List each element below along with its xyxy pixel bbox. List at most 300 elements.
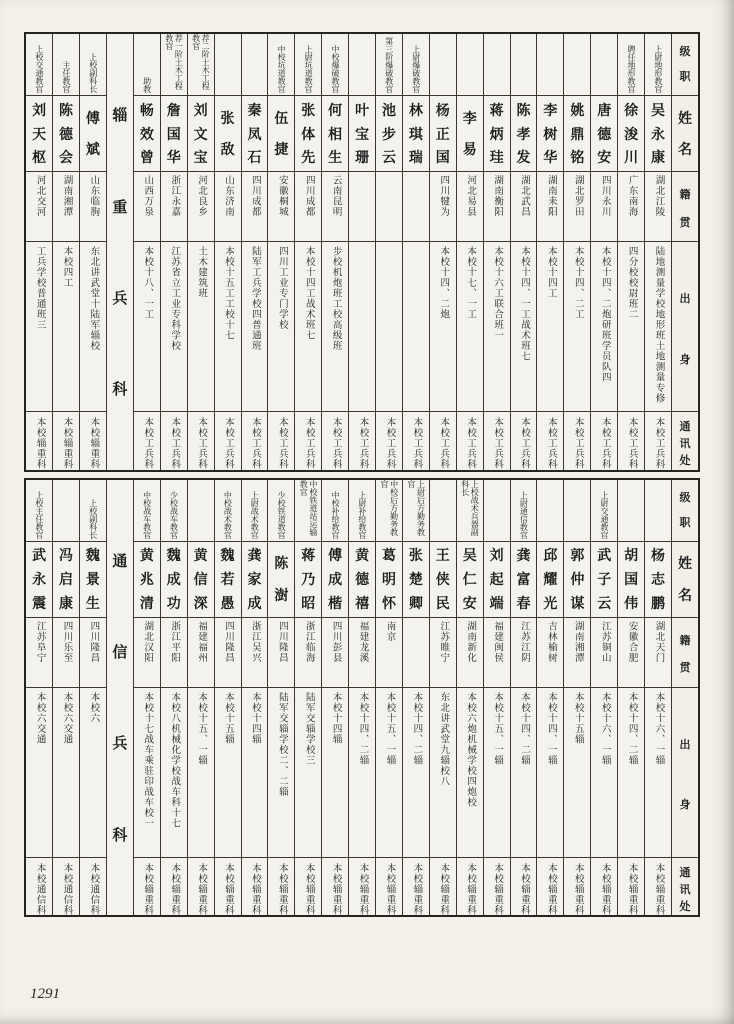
cell-name — [161, 96, 187, 172]
cell-text-native: 江苏阜宁 — [34, 620, 45, 663]
cell-text-address: 本校通信科 — [88, 862, 99, 915]
cell-text-address: 本校工兵科 — [249, 417, 260, 470]
row-label-text: 级 职 — [679, 491, 691, 529]
cell-text-rank: 上校副科长 — [88, 498, 98, 539]
cell-native — [376, 172, 402, 242]
row-label-text: 籍 贯 — [679, 634, 691, 675]
cell-native — [295, 618, 321, 688]
cell-text-rank: 上尉后方勤务教官 — [406, 479, 426, 536]
cell-text-native: 四川永川 — [599, 175, 610, 217]
cell-text-address: 本校工兵科 — [626, 417, 637, 470]
cell-text-address: 本校工兵科 — [276, 417, 287, 470]
cell-origin — [349, 242, 375, 412]
cell-text-rank: 上尉补给教官 — [357, 490, 367, 539]
row-label-column — [671, 480, 698, 916]
cell-text-origin: 江苏省立工业专科学校 — [169, 246, 180, 351]
cell-text-address: 本校辎重科 — [223, 862, 233, 915]
cell-text-origin: 本校十六、一辎 — [653, 691, 664, 765]
cell-native — [403, 618, 429, 688]
cell-rank — [645, 34, 671, 96]
cell-rank — [80, 480, 106, 542]
cell-address — [564, 858, 590, 916]
cell-native — [484, 618, 510, 688]
cell-text-rank: 上校主任教官 — [34, 490, 44, 539]
cell-text-origin: 陆军交辎学校三 — [303, 691, 314, 765]
cell-text-address: 本校辎重科 — [303, 862, 314, 915]
cell-text-rank: 中校战术教官 — [223, 490, 233, 539]
cell-rank — [295, 480, 321, 542]
cell-rank — [188, 34, 214, 96]
cell-text-address: 本校工兵科 — [303, 417, 314, 470]
cell-origin — [161, 688, 187, 858]
person-name: 刘 文 宝 — [193, 103, 208, 167]
cell-text-address: 本校辎重科 — [61, 417, 72, 470]
cell-text-address: 本校辎重科 — [34, 417, 45, 470]
cell-rank — [457, 480, 483, 542]
cell-text-rank: 上校战术兵器副科长 — [460, 479, 480, 536]
cell-address — [161, 412, 187, 470]
cell-address — [618, 858, 644, 916]
cell-text-native: 福建闽侯 — [492, 620, 503, 663]
cell-text-origin: 本校十四辎 — [249, 691, 260, 744]
cell-rank — [564, 34, 590, 96]
cell-rank — [134, 480, 160, 542]
cell-text-rank: 上校交通教官 — [34, 45, 44, 93]
cell-text-native: 河北良乡 — [196, 175, 207, 217]
cell-text-native: 安徽桐城 — [276, 175, 287, 217]
cell-rank — [645, 480, 671, 542]
person-column — [375, 480, 402, 916]
person-name: 邱 耀 光 — [543, 549, 558, 612]
roster-table-bottom — [24, 478, 700, 918]
cell-name — [242, 542, 268, 618]
cell-text-address: 本校辎重科 — [88, 417, 99, 470]
cell-text-native: 湖南湘潭 — [572, 620, 583, 663]
cell-text-rank: 上校副科长 — [88, 53, 98, 93]
cell-text-native: 湖北武昌 — [518, 175, 529, 217]
cell-address — [53, 412, 79, 470]
row-label-text: 通 讯 处 — [679, 421, 691, 468]
cell-text-rank: 少校战车教官 — [169, 490, 179, 539]
cell-name — [591, 542, 617, 618]
cell-rank — [268, 480, 294, 542]
cell-text-origin: 本校十五辎 — [223, 691, 233, 744]
cell-address — [242, 858, 268, 916]
cell-name — [322, 542, 348, 618]
cell-name — [215, 96, 241, 172]
person-name: 黄 兆 清 — [139, 549, 154, 612]
cell-rank — [511, 480, 537, 542]
cell-text-origin: 本校六交通 — [61, 691, 72, 744]
person-name: 刘 起 端 — [489, 549, 504, 612]
cell-text-address: 本校工兵科 — [384, 417, 395, 470]
cell-native — [645, 172, 671, 242]
cell-origin — [484, 242, 510, 412]
cell-text-native: 四川隆昌 — [276, 620, 287, 663]
person-name: 魏 若 愚 — [220, 549, 235, 612]
cell-native — [537, 172, 563, 242]
cell-text-rank: 上尉爆破教官 — [411, 45, 421, 93]
cell-text-native: 福建福州 — [196, 620, 207, 663]
cell-text-rank: 上尉战术教官 — [250, 490, 260, 539]
person-name: 郭 仲 谋 — [570, 549, 585, 612]
cell-address — [188, 412, 214, 470]
person-name: 叶 宝 珊 — [355, 103, 370, 167]
cell-name — [564, 542, 590, 618]
cell-origin — [26, 242, 52, 412]
cell-rank — [134, 34, 160, 96]
cell-text-origin: 四川工业专门学校 — [276, 246, 287, 330]
cell-text-origin: 本校十四、一辎 — [545, 691, 556, 765]
row-label-text: 出 身 — [679, 293, 691, 366]
person-name: 李 树 华 — [543, 103, 558, 167]
cell-name — [645, 542, 671, 618]
cell-rank — [80, 34, 106, 96]
cell-address — [80, 858, 106, 916]
cell-text-native: 四川彭县 — [330, 620, 341, 663]
cell-address — [161, 858, 187, 916]
cell-rank — [295, 34, 321, 96]
person-name: 魏 成 功 — [166, 549, 181, 612]
cell-address — [322, 858, 348, 916]
person-column — [456, 480, 483, 916]
person-name: 武 永 震 — [32, 549, 47, 612]
row-label-native — [672, 618, 698, 688]
cell-origin — [26, 688, 52, 858]
cell-address — [268, 858, 294, 916]
person-column — [267, 480, 294, 916]
cell-origin — [134, 688, 160, 858]
person-name: 杨 正 国 — [435, 103, 450, 167]
cell-text-native: 江苏睢宁 — [438, 620, 449, 663]
cell-origin — [457, 688, 483, 858]
person-column — [321, 34, 348, 470]
cell-text-origin: 东北讲武堂九辎校八 — [438, 691, 449, 786]
cell-text-rank: 中校补给教官 — [330, 490, 340, 539]
cell-origin — [430, 688, 456, 858]
cell-origin — [564, 242, 590, 412]
cell-origin — [564, 688, 590, 858]
cell-native — [53, 172, 79, 242]
cell-text-native: 山东济南 — [223, 175, 233, 217]
person-column — [402, 34, 429, 470]
person-name: 王 侠 民 — [435, 549, 450, 612]
cell-text-origin: 本校八机械化学校战车科十七 — [169, 691, 180, 828]
cell-origin — [161, 242, 187, 412]
cell-text-address: 本校工兵科 — [411, 417, 422, 470]
person-column — [52, 480, 79, 916]
cell-address — [134, 858, 160, 916]
cell-rank — [376, 34, 402, 96]
person-name: 武 子 云 — [597, 549, 612, 612]
cell-origin — [242, 242, 268, 412]
person-column — [214, 480, 241, 916]
cell-origin — [295, 688, 321, 858]
cell-text-address: 本校工兵科 — [438, 417, 449, 470]
cell-native — [591, 618, 617, 688]
cell-text-rank: 中校爆破教官 — [330, 45, 340, 93]
cell-origin — [268, 242, 294, 412]
cell-name — [161, 542, 187, 618]
person-column — [483, 480, 510, 916]
cell-origin — [53, 688, 79, 858]
cell-address — [484, 858, 510, 916]
cell-text-origin: 本校十四工 — [545, 246, 556, 299]
cell-text-native: 安徽合肥 — [626, 620, 637, 663]
cell-native — [242, 172, 268, 242]
cell-name — [430, 542, 456, 618]
cell-origin — [537, 688, 563, 858]
cell-origin — [618, 242, 644, 412]
row-label-address — [672, 412, 698, 470]
cell-name — [457, 96, 483, 172]
cell-name — [537, 96, 563, 172]
person-name: 唐 德 安 — [597, 103, 612, 167]
cell-rank — [591, 34, 617, 96]
cell-address — [134, 412, 160, 470]
cell-text-native: 湖北江陵 — [653, 175, 664, 217]
cell-text-native: 河北易县 — [465, 175, 476, 217]
row-label-origin — [672, 688, 698, 858]
cell-text-address: 本校工兵科 — [653, 417, 664, 470]
cell-native — [322, 618, 348, 688]
cell-address — [295, 412, 321, 470]
cell-origin — [188, 688, 214, 858]
cell-rank — [215, 34, 241, 96]
cell-native — [161, 172, 187, 242]
cell-native — [295, 172, 321, 242]
cell-rank — [161, 34, 187, 96]
person-column — [133, 480, 160, 916]
cell-native — [484, 172, 510, 242]
cell-name — [618, 96, 644, 172]
cell-text-origin: 本校十六、一辎 — [599, 691, 610, 765]
cell-rank — [53, 34, 79, 96]
cell-text-native: 湖北罗田 — [572, 175, 583, 217]
cell-rank — [591, 480, 617, 542]
cell-text-native: 江苏铜山 — [599, 620, 610, 663]
person-column — [160, 480, 187, 916]
cell-origin — [645, 688, 671, 858]
person-name: 何 相 生 — [328, 103, 343, 167]
cell-origin — [268, 688, 294, 858]
cell-rank — [403, 34, 429, 96]
cell-rank — [242, 480, 268, 542]
cell-rank — [618, 34, 644, 96]
cell-text-native: 山西万泉 — [142, 175, 153, 217]
cell-native — [53, 618, 79, 688]
cell-name — [188, 96, 214, 172]
cell-native — [591, 172, 617, 242]
cell-address — [591, 412, 617, 470]
cell-text-native: 湖南湘潭 — [61, 175, 72, 217]
cell-address — [53, 858, 79, 916]
cell-address — [349, 412, 375, 470]
cell-text-address: 本校工兵科 — [572, 417, 583, 470]
person-column — [563, 34, 590, 470]
person-name: 傅 成 楷 — [328, 549, 343, 612]
cell-native — [134, 618, 160, 688]
cell-origin — [591, 688, 617, 858]
person-column — [160, 34, 187, 470]
person-column — [536, 34, 563, 470]
person-column — [510, 480, 537, 916]
cell-text-address: 本校工兵科 — [196, 417, 207, 470]
cell-text-rank: 少校铁道教官 — [277, 490, 287, 539]
cell-text-rank: 上尉通信教官 — [519, 490, 529, 539]
cell-native — [80, 618, 106, 688]
cell-rank — [537, 480, 563, 542]
cell-text-address: 本校工兵科 — [492, 417, 503, 470]
cell-rank — [484, 34, 510, 96]
section-band-label: 辎 重 兵 科 — [112, 108, 128, 399]
cell-text-origin: 步校机炮班工校高级班 — [330, 246, 341, 351]
cell-native — [268, 172, 294, 242]
person-name: 张 敌 — [220, 111, 235, 159]
cell-native — [268, 618, 294, 688]
person-column — [187, 34, 214, 470]
cell-native — [215, 172, 241, 242]
cell-name — [134, 542, 160, 618]
cell-text-address: 本校辎重科 — [276, 862, 287, 915]
person-column — [429, 480, 456, 916]
person-column — [267, 34, 294, 470]
row-label-text: 姓 名 — [678, 111, 692, 159]
cell-text-origin: 土木建筑班 — [196, 246, 207, 299]
cell-name — [645, 96, 671, 172]
cell-native — [161, 618, 187, 688]
person-column — [536, 480, 563, 916]
person-name: 陈 澍 — [274, 557, 289, 604]
cell-text-address: 本校辎重科 — [626, 862, 637, 915]
cell-text-native: 河北交河 — [34, 175, 45, 217]
cell-text-origin: 本校十四工战术班七 — [303, 246, 314, 341]
cell-text-rank: 第三阶爆破教官 — [384, 37, 394, 93]
cell-address — [403, 412, 429, 470]
person-column — [483, 34, 510, 470]
cell-address — [403, 858, 429, 916]
cell-origin — [215, 242, 241, 412]
person-column — [321, 480, 348, 916]
cell-text-origin: 本校十八、一工 — [142, 246, 153, 320]
cell-origin — [322, 242, 348, 412]
person-name: 杨 志 鹏 — [651, 549, 666, 612]
cell-address — [80, 412, 106, 470]
person-name: 陈 孝 发 — [516, 103, 531, 167]
cell-rank — [484, 480, 510, 542]
person-name: 刘 天 枢 — [32, 103, 47, 167]
cell-rank — [511, 34, 537, 96]
person-name: 陈 德 会 — [59, 103, 74, 167]
cell-text-origin: 本校十四、二辎 — [518, 691, 529, 765]
cell-origin — [134, 242, 160, 412]
cell-native — [403, 172, 429, 242]
cell-rank — [403, 480, 429, 542]
cell-origin — [295, 242, 321, 412]
cell-rank — [215, 480, 241, 542]
cell-name — [268, 542, 294, 618]
cell-native — [322, 172, 348, 242]
cell-address — [215, 858, 241, 916]
cell-rank — [53, 480, 79, 542]
cell-text-native: 福建龙溪 — [357, 620, 368, 663]
person-name: 傅 斌 — [85, 111, 100, 159]
person-name: 林 琪 瑞 — [408, 103, 423, 167]
cell-address — [457, 412, 483, 470]
cell-text-origin: 本校十四、二辎 — [626, 691, 637, 765]
person-column — [26, 34, 52, 470]
roster-table-top — [24, 32, 700, 472]
cell-native — [511, 618, 537, 688]
cell-name — [403, 542, 429, 618]
cell-name — [188, 542, 214, 618]
cell-text-native: 浙江临海 — [303, 620, 314, 663]
row-label-name — [672, 96, 698, 172]
cell-rank — [430, 34, 456, 96]
cell-text-native: 云南昆明 — [330, 175, 341, 217]
cell-origin — [457, 242, 483, 412]
cell-rank — [349, 34, 375, 96]
cell-address — [564, 412, 590, 470]
person-column — [52, 34, 79, 470]
cell-native — [188, 172, 214, 242]
cell-native — [564, 618, 590, 688]
cell-text-origin: 本校十四、二炮研班学员队四 — [599, 246, 610, 383]
cell-native — [537, 618, 563, 688]
person-column — [510, 34, 537, 470]
person-column — [241, 480, 268, 916]
cell-text-native: 南京 — [384, 620, 395, 642]
cell-name — [537, 542, 563, 618]
cell-address — [511, 858, 537, 916]
cell-text-native: 浙江吴兴 — [249, 620, 260, 663]
row-label-rank — [672, 34, 698, 96]
person-name: 蒋 乃 昭 — [301, 549, 316, 612]
cell-rank — [430, 480, 456, 542]
cell-text-origin: 本校四工 — [61, 246, 72, 288]
cell-name — [295, 96, 321, 172]
person-column — [429, 34, 456, 470]
person-name: 池 步 云 — [381, 103, 396, 167]
cell-origin — [322, 688, 348, 858]
person-name: 蒋 炳 珪 — [489, 103, 504, 167]
cell-text-rank: 中校战车教官 — [142, 490, 152, 539]
cell-native — [430, 618, 456, 688]
cell-address — [26, 858, 52, 916]
cell-text-rank: 荐一阶土木工程教官 — [164, 34, 184, 90]
cell-text-origin: 本校十四、二辎 — [357, 691, 368, 765]
cell-name — [511, 96, 537, 172]
row-label-text: 籍 贯 — [679, 189, 691, 229]
cell-name — [295, 542, 321, 618]
person-name: 黄 信 深 — [193, 549, 208, 612]
cell-native — [26, 172, 52, 242]
cell-origin — [591, 242, 617, 412]
cell-origin — [188, 242, 214, 412]
person-column — [294, 34, 321, 470]
person-column — [348, 34, 375, 470]
cell-native — [80, 172, 106, 242]
cell-text-native: 四川成都 — [303, 175, 314, 217]
person-column — [590, 34, 617, 470]
cell-text-address: 本校辎重科 — [572, 862, 583, 915]
cell-address — [457, 858, 483, 916]
person-name: 伍 捷 — [274, 111, 289, 159]
cell-text-rank: 荐二阶土木工程教官 — [191, 34, 211, 90]
person-column — [456, 34, 483, 470]
cell-rank — [242, 34, 268, 96]
cell-text-native: 广东南海 — [626, 175, 637, 217]
